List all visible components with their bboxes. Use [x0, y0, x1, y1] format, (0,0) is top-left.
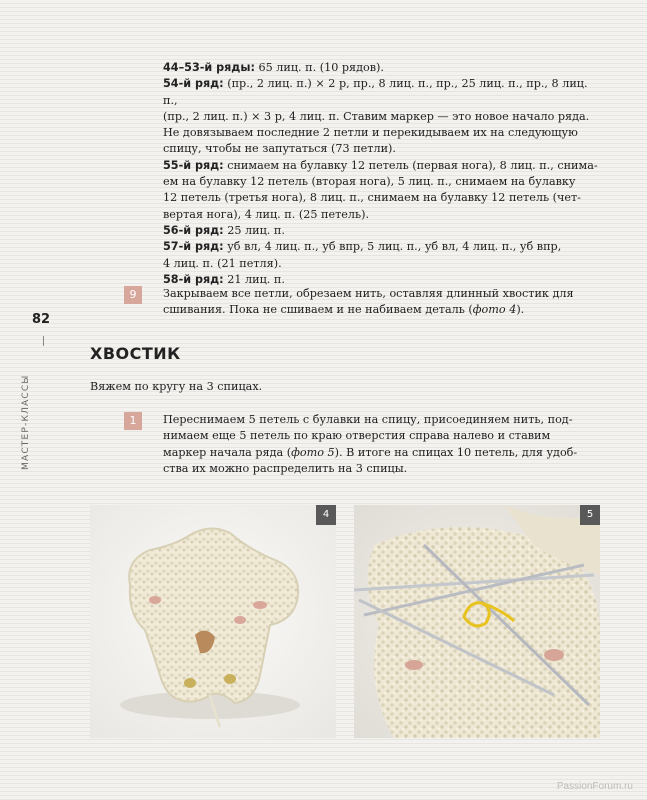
side-divider	[43, 336, 44, 346]
step-text: Закрываем все петли, обрезаем нить, оставляя длинный хвостик для сшивания. Пока не сшиваем и не набиваем деталь (фото 4).	[163, 287, 574, 317]
photo-number: 5	[580, 505, 600, 525]
row-57: 57-й ряд: уб вл, 4 лиц. п., уб впр, 5 лиц. п., уб вл, 4 лиц. п., уб впр, 4 лиц. п. (21 петля).	[163, 240, 562, 270]
row-56: 56-й ряд: 25 лиц. п.	[163, 223, 285, 237]
step-text: Переснимаем 5 петель с булавки на спицу, присоединяем нить, под- нимаем еще 5 петель по краю отверстия справа налево и ставим маркер начала ряда (фото 5). В итоге на спицах 10 петель, для удоб- ства их можно распределить на 3 спицы.	[163, 413, 578, 475]
step-9	[124, 286, 606, 319]
step-number-badge: 1	[124, 412, 142, 430]
intro-text: Вяжем по кругу на 3 спицах.	[90, 380, 263, 393]
knitted-body-image	[90, 505, 336, 738]
step-1	[124, 412, 606, 477]
section-title: ХВОСТИК	[90, 344, 181, 363]
photo-5	[354, 505, 600, 738]
photo-number: 4	[316, 505, 336, 525]
step-number-badge: 9	[124, 286, 142, 304]
page-number: 82	[32, 312, 51, 327]
row-55: 55-й ряд: снимаем на булавку 12 петель (первая нога), 8 лиц. п., снима- ем на булавку 12 петель (вторая нога), 5 лиц. п., снимаем на булавку 12 петель (третья нога), 8 лиц. п., снимаем на булавку 12 петель (чет- вертая нога), 4 лиц. п. (25 петель).	[163, 158, 598, 221]
watermark: PassionForum.ru	[556, 781, 633, 792]
row-54: 54-й ряд: (пр., 2 лиц. п.) × 2 р, пр., 8 лиц. п., пр., 25 лиц. п., пр., 8 лиц. п., (пр., 2 лиц. п.) × 3 р, 4 лиц. п. Ставим маркер — это новое начало ряда. Не довязываем последние 2 петли и перекидываем их на следующую спицу, чтобы не запутаться (73 петли).	[163, 77, 590, 156]
knitting-needles-image	[354, 505, 600, 738]
row-58: 58-й ряд: 21 лиц. п.	[163, 272, 285, 286]
photo-4	[90, 505, 336, 738]
row-44-53: 44–53-й ряды: 65 лиц. п. (10 рядов).	[163, 61, 384, 74]
section-side-label: МАСТЕР-КЛАССЫ	[21, 374, 31, 470]
knitting-rows	[163, 60, 603, 288]
